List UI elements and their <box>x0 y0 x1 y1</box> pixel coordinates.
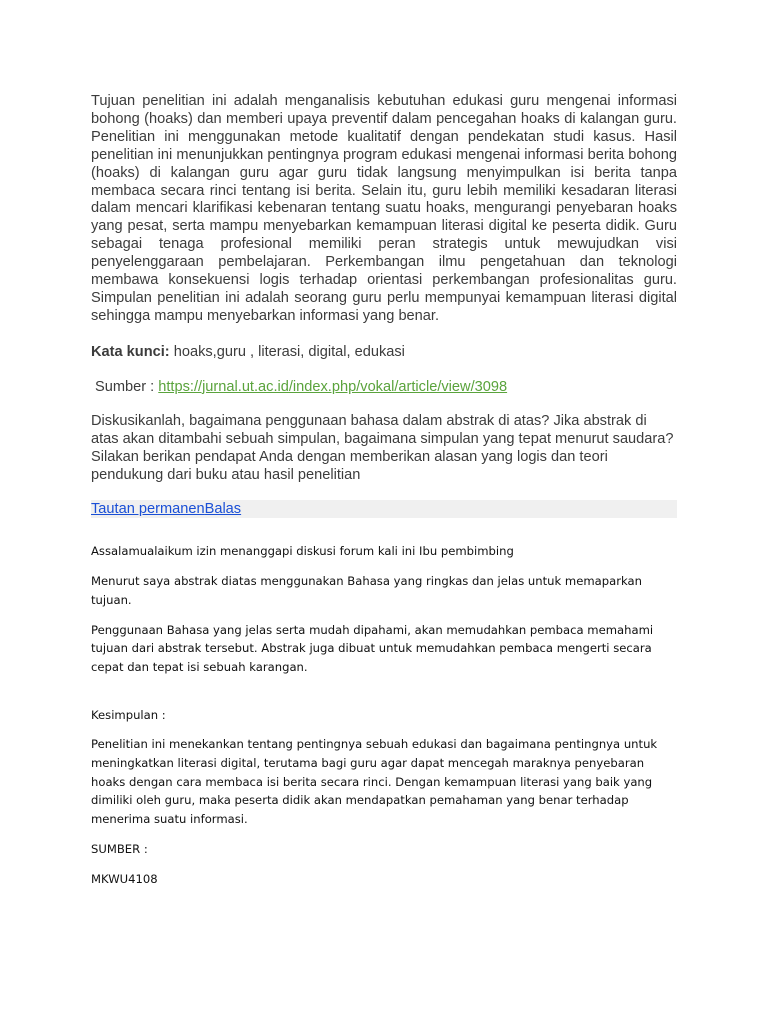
reply-source-value: MKWU4108 <box>91 871 158 886</box>
reply-greeting: Assalamualaikum izin menanggapi diskusi forum kali ini Ibu pembimbing <box>91 544 514 559</box>
reply-link[interactable]: Balas <box>204 501 242 518</box>
conclusion-label: Kesimpulan : <box>91 707 166 722</box>
discussion-question: Diskusikanlah, bagaimana penggunaan bahasa dalam abstrak di atas? Jika abstrak di atas akan ditambahi sebuah simpulan, bagaimana simpulan yang tepat menurut saudara? Silakan berikan pendapat Anda dengan memberikan alasan yang logis dan teori pendukung dari buku atau hasil penelitian <box>91 412 674 483</box>
abstract-text: Tujuan penelitian ini adalah menganalisis kebutuhan edukasi guru mengenai informasi bohong (hoaks) dan memberi upaya preventif dalam pencegahan hoaks di kalangan guru. Penelitian ini menggunakan metode kualitatif dengan pendekatan studi kasus. Hasil penelitian ini menunjukkan pentingnya program edukasi mengenai informasi berita bohong (hoaks) di kalangan guru agar guru tidak langsung menyimpulkan isi berita tanpa membaca secara rinci tentang isi berita. Selain itu, guru lebih memiliki kesadaran literasi dalam mencari klarifikasi kebenaran tentang suatu hoaks, mengurangi penyebaran hoaks yang pesat, serta mampu menyebarkan kemampuan literasi digital ke peserta didik. Guru sebagai tenaga profesional memiliki peran strategis untuk mewujudkan visi penyelenggaraan pembelajaran. Perkembangan ilmu pengetahuan dan teknologi membawa konsekuensi logis terhadap orientasi perkembangan profesionalitas guru. Simpulan penelitian ini adalah seorang guru perlu mempunyai kemampuan literasi digital sehingga mampu menyebarkan informasi yang benar. <box>91 93 677 324</box>
source-link[interactable]: https://jurnal.ut.ac.id/index.php/vokal/article/view/3098 <box>158 378 508 395</box>
permalink-link[interactable]: Tautan permanen <box>91 501 205 518</box>
source-line <box>95 378 677 396</box>
reply-post <box>91 542 677 888</box>
keywords <box>91 343 677 361</box>
forum-post <box>91 93 677 899</box>
keywords-label: Kata kunci: <box>91 343 170 360</box>
source-label: Sumber : <box>95 378 159 395</box>
keywords-value: hoaks,guru , literasi, digital, edukasi <box>169 343 405 360</box>
post-actions <box>91 500 677 518</box>
reply-source-label: SUMBER : <box>91 841 148 856</box>
reply-explanation: Penggunaan Bahasa yang jelas serta mudah dipahami, akan memudahkan pembaca memahami tujuan dari abstrak tersebut. Abstrak juga dibuat untuk memudahkan pembaca mengerti secara cepat dan tepat isi sebuah karangan. <box>91 622 654 674</box>
conclusion-text: Penelitian ini menekankan tentang pentingnya sebuah edukasi dan bagaimana pentingnya untuk meningkatkan literasi digital, terutama bagi guru agar dapat mencegah maraknya penyebaran hoaks dengan cara membaca isi berita secara rinci. Dengan kemampuan literasi yang baik yang dimiliki oleh guru, maka peserta didik akan mendapatkan pemahaman yang benar terhadap menerima suatu informasi. <box>91 737 658 827</box>
reply-opinion: Menurut saya abstrak diatas menggunakan Bahasa yang ringkas dan jelas untuk memaparkan tujuan. <box>91 574 642 607</box>
